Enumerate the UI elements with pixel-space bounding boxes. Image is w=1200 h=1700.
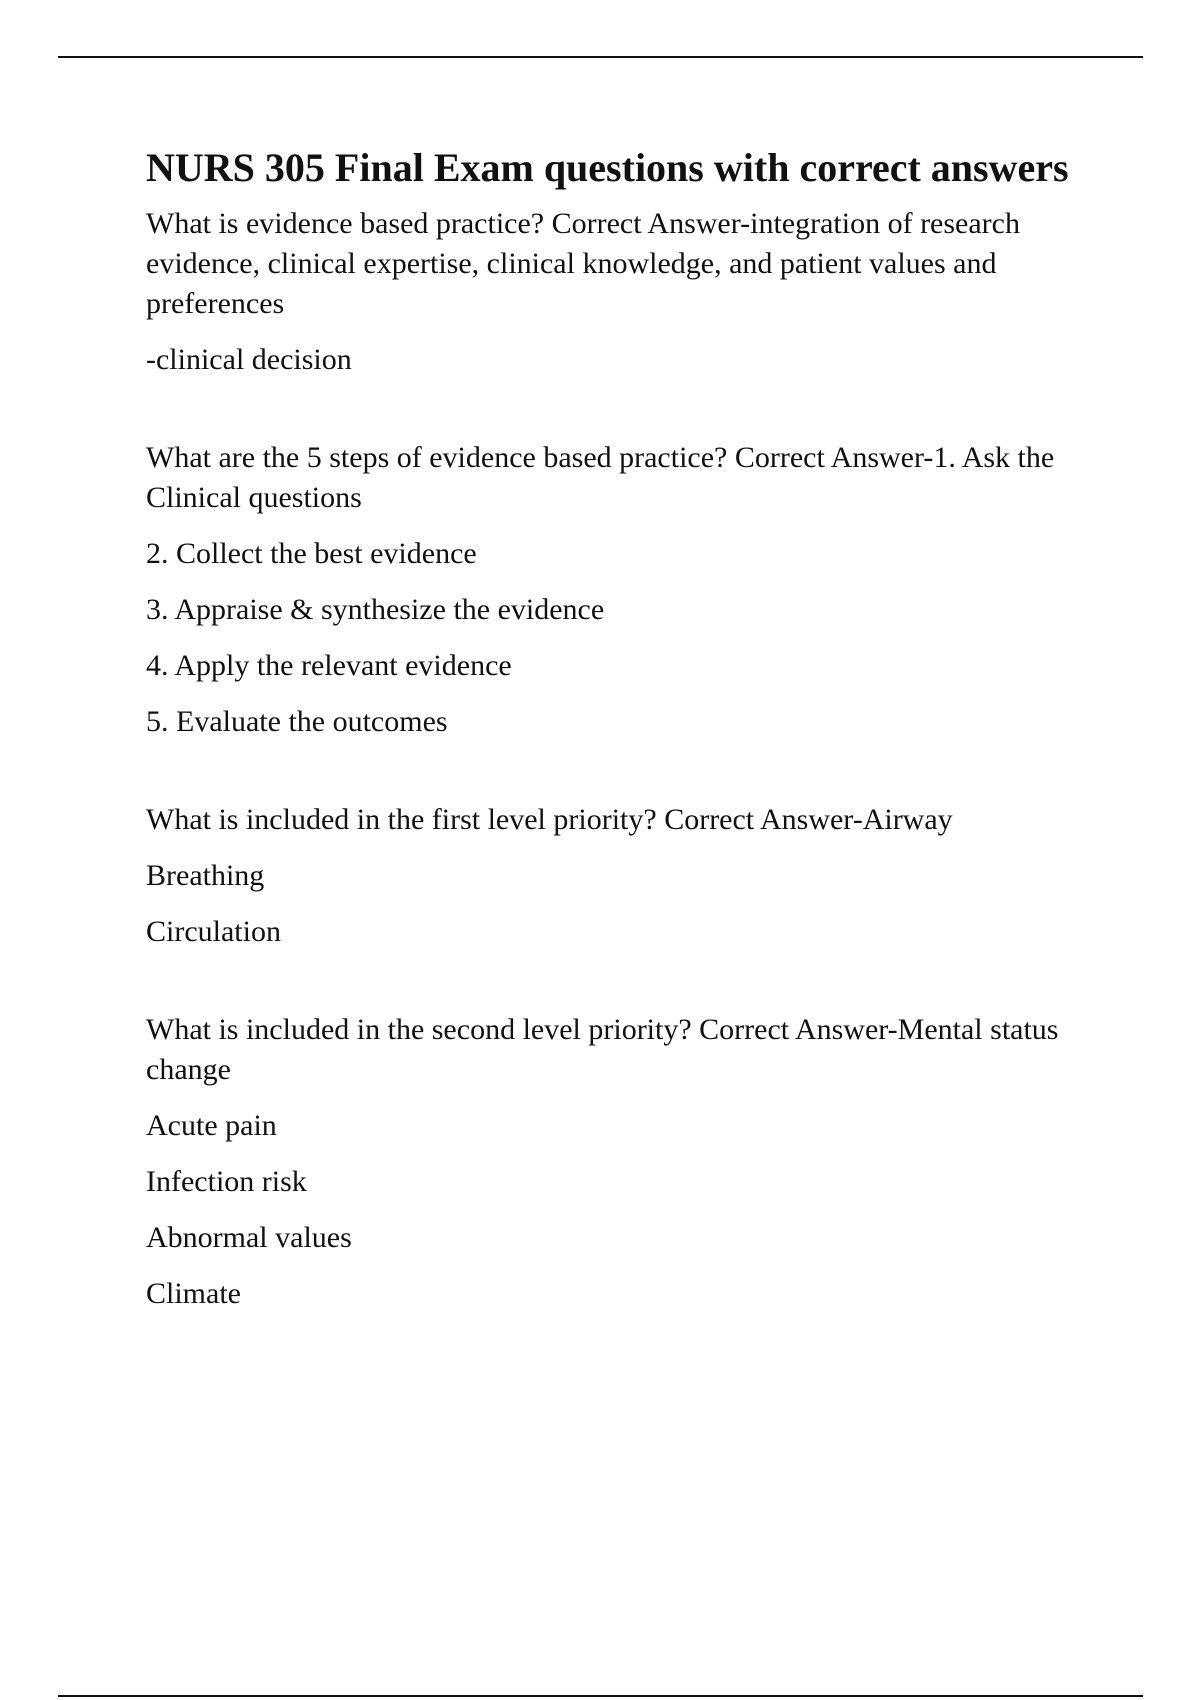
answer-line: Acute pain xyxy=(146,1109,277,1142)
qa-block-3 xyxy=(146,800,1106,952)
qa-block-4 xyxy=(146,1010,1106,1314)
question-answer-text: What is evidence based practice? Correct Answer-integration of research evidence, clinical expertise, clinical knowledge, and patient values and preferences xyxy=(146,207,1020,320)
answer-line: Infection risk xyxy=(146,1165,307,1198)
answer-line: Abnormal values xyxy=(146,1221,352,1254)
document-body xyxy=(146,142,1106,1314)
answer-line: 4. Apply the relevant evidence xyxy=(146,649,512,682)
qa-block-1 xyxy=(146,204,1106,380)
answer-line: 5. Evaluate the outcomes xyxy=(146,705,448,738)
qa-block-2 xyxy=(146,438,1106,742)
footer-rule xyxy=(58,1695,1143,1697)
question-answer-text: What is included in the first level priority? Correct Answer-Airway xyxy=(146,803,953,836)
answer-line: 2. Collect the best evidence xyxy=(146,537,477,570)
answer-line: -clinical decision xyxy=(146,343,352,376)
answer-line: Circulation xyxy=(146,915,281,948)
answer-line: Climate xyxy=(146,1277,241,1310)
answer-line: Breathing xyxy=(146,859,265,892)
header-rule xyxy=(58,56,1143,58)
question-answer-text: What are the 5 steps of evidence based practice? Correct Answer-1. Ask the Clinical questions xyxy=(146,441,1055,514)
answer-line: 3. Appraise & synthesize the evidence xyxy=(146,593,605,626)
question-answer-text: What is included in the second level priority? Correct Answer-Mental status change xyxy=(146,1013,1059,1086)
page-title: NURS 305 Final Exam questions with correct answers xyxy=(146,145,1069,190)
